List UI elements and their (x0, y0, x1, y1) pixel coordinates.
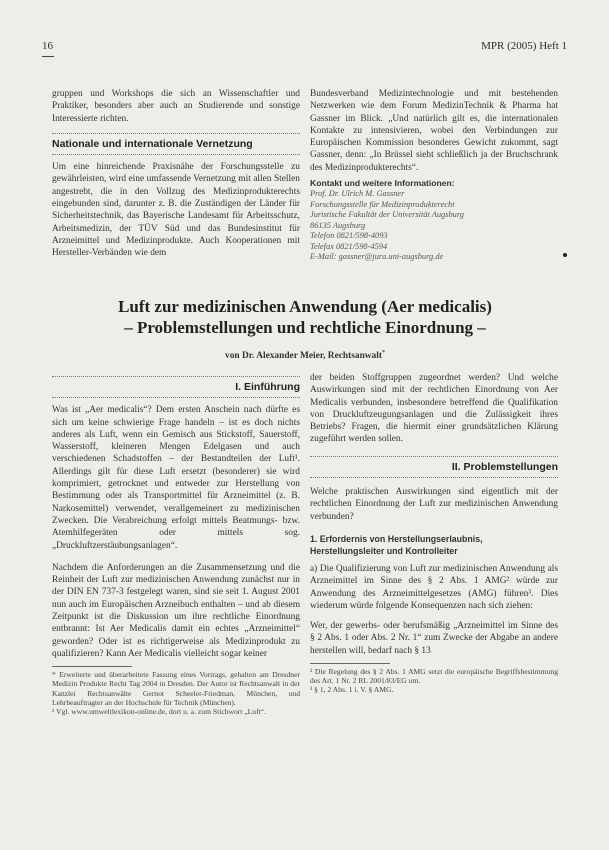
subheading-line-2: Herstellungsleiter und Kontrolleiter (310, 545, 458, 556)
header-rule (42, 56, 54, 57)
section-rule (52, 376, 300, 377)
article-right-column (310, 372, 558, 695)
problems-paragraph-3: Wer, der gewerbs- oder berufsmäßig „Arzneimittel im Sinne des § 2 Abs. 1 oder Abs. 2 Nr. 1“ zum Zwecke der Abgabe an andere herstellen will, bedarf nach § 13 (310, 621, 558, 656)
contact-line: Juristische Fakultät der Universität Augsburg (310, 210, 464, 220)
section-heading-problems: II. Problemstellungen (451, 460, 558, 473)
contact-heading: Kontakt und weitere Informationen: (310, 178, 455, 189)
article-byline (52, 350, 558, 361)
section-heading-introduction: I. Einführung (235, 381, 300, 393)
footnote-1: ¹ Vgl. www.umweltlexikon-online.de, dort u. a. zum Stichwort „Luft“. (52, 707, 267, 717)
footnote-3: ³ § 1, 2 Abs. 1 i. V. § AMG. (310, 685, 394, 695)
section-rule (52, 133, 300, 134)
journal-reference: MPR (2005) Heft 1 (481, 40, 567, 52)
footnote-2: ² Die Regelung des § 2 Abs. 1 AMG setzt die europäische Begriffsbestimmung des Art. 1 Nr. 2 RL 2001/83/EG um. (310, 667, 558, 686)
intro-paragraph-3: der beiden Stoffgruppen zugeordnet werden? Und welche Auswirkungen sind mit der rechtlichen Einordnung von Aer Medicalis verbunden, insbesondere betreffend die Qualifikation von Druckluftzeugungsanlagen und die Zulässigkeit ihres Betriebs? Fragen, die hiermit einer grundsätzlichen Klärung zugeführt werden sollen. (310, 373, 558, 445)
section-rule (310, 456, 558, 457)
contact-line: Telefon 0821/598-4093 (310, 231, 388, 241)
contact-line: Prof. Dr. Ulrich M. Gassner (310, 189, 405, 199)
article-title-line-2: – Problemstellungen und rechtliche Einordnung – (124, 318, 486, 337)
problems-paragraph-1: Welche praktischen Auswirkungen sind eigentlich mit der rechtlichen Einordnung der Luft zur medizinischen Anwendung verbunden? (310, 487, 558, 522)
article-left-column (52, 372, 300, 716)
footnote-rule (52, 666, 132, 667)
article-title (52, 296, 558, 338)
subheading-line-1: 1. Erfordernis von Herstellungserlaubnis, (310, 533, 483, 544)
section-rule (52, 397, 300, 398)
section-heading-networking: Nationale und internationale Vernetzung (52, 137, 253, 150)
intro-paragraph-1: Was ist „Aer medicalis“? Dem ersten Anschein nach dürfte es sich um keine schwierige Frage handeln – ist es doch nichts anderes als Luft, wenn ein Gemisch aus Stickstoff, Sauerstoff, Wasserstoff, kleineren Mengen Edelgasen und auch verschiedenen Schadstoffen – der Bestandteilen der Luft¹. Allerdings gilt für diese Luft ersetzt (besonderer) sie wird komprimiert, getrocknet und entweder zur Herstellung von Bestimmung oder als Transportmittel für Arzneimittel (z. B. Narkosemittel) verwendet, verallgemeinert zu medizinischen Zwecken. Die Verabreichung erfolgt mittels Beatmungs- bzw. Atemhilfegeräten oder mittels sog. „Druckluftzerstäubungsanlagen“. (52, 405, 300, 551)
contact-line: E-Mail: gassner@jura.uni-augsburg.de (310, 251, 444, 261)
contact-line: 86135 Augsburg (310, 220, 366, 230)
end-of-article-mark (563, 253, 567, 257)
contact-box (310, 178, 558, 262)
prev-article-paragraph: Um eine hinreichende Praxisnähe der Forschungsstelle zu gewährleisten, wird eine umfassende Vernetzung mit allen Stellen angestrebt, die in den Vollzug des Medizinprodukterechts eingebunden sind, darunter z. B. die Zuständigen der Länder für Sicherheitstechnik, das Bayerische Landesamt für Arbeitsschutz, Arbeitsmedizin, der TÜV Süd und das Bundesinstitut für Arzneimittel und Medizinprodukte. Auch Kooperationen mit Hersteller-Verbänden wie dem (52, 162, 300, 259)
footnote-rule (310, 663, 390, 664)
author-name: von Dr. Alexander Meier, Rechtsanwalt (225, 351, 382, 362)
footnote-author: * Erweiterte und überarbeitete Fassung eines Vortrags, gehalten am Dresdner Medizin Produkte Recht Tag 2004 in Dresden. Der Autor ist Rechtsanwalt in der Kanzlei Rechtsanwälte Gernot Scheeler-Friedman, München, und Lehrbeauftragter an der Hochschule für Technik (München). (52, 670, 300, 707)
contact-line: Telefax 0821/598-4594 (310, 241, 388, 251)
intro-paragraph-2: Nachdem die Anforderungen an die Zusammensetzung und die Reinheit der Luft zur medizinischen Anwendung zunächst nur in der DIN EN 737-3 festgelegt waren, sind sie seit 1. August 2001 nun auch im Europäischen Arzneibuch enthalten – und ab diesem Zeitpunkt ist die Diskussion um ihre rechtliche Einordnung entbrannt: Ist Aer Medicalis damit ein echtes „Arzneimittel“ geworden? Oder ist es richtigerweise als Medizinprodukt zu qualifizieren? Kann Aer Medicalis vielleicht sogar keiner (52, 562, 300, 659)
prev-article-left-column (52, 88, 300, 260)
problems-paragraph-2: a) Die Qualifizierung von Luft zur medizinischen Anwendung als Arzneimittel im Sinne des § 2 Abs. 1 AMG² würde zur Anwendung des Arzneimittelgesetzes (AMG) führen³. Dies wiederum würde folgende Konsequenzen nach sich ziehen: (310, 563, 558, 611)
article-title-line-1: Luft zur medizinischen Anwendung (Aer medicalis) (118, 297, 492, 316)
prev-article-paragraph: Bundesverband Medizintechnologie und mit bestehenden Netzwerken wie dem Forum MedizinTechnik & Pharma hat Gassner im Blick. „Und natürlich gilt es, die internationalen Kontakte zu intensivieren, wobei den Verbindungen zur Europäischen Kommission besonderes Gewicht zukommt, sagt Gassner, denn: „In Brüssel sieht schließlich ja der Bruchschrank des Medizinprodukterechts“. (310, 89, 558, 173)
author-footnote-mark: * (381, 350, 385, 356)
section-rule (52, 154, 300, 155)
section-rule (310, 477, 558, 478)
contact-line: Forschungsstelle für Medizinprodukterecht (310, 199, 455, 209)
prev-article-right-column (310, 88, 558, 262)
prev-article-paragraph: gruppen und Workshops die sich an Wissenschaftler und Praktiker, besonders aber auch an Studierende und sonstige Interessierte richten. (52, 89, 300, 124)
page-number: 16 (42, 40, 53, 52)
